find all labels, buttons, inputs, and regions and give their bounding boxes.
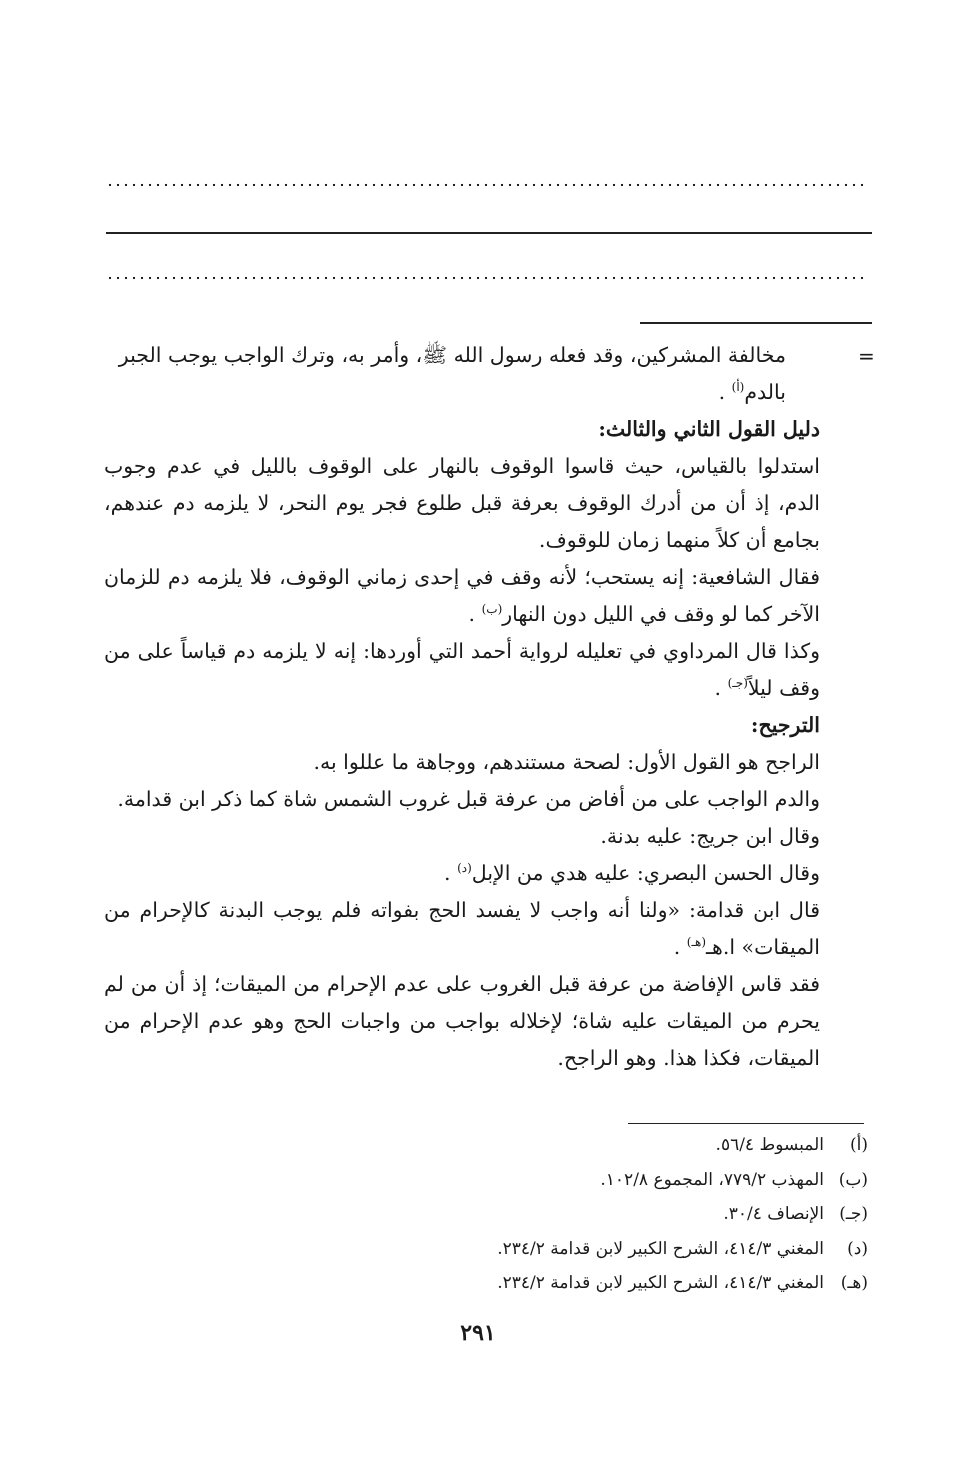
footnote-ref: (ب) xyxy=(481,602,503,617)
paragraph: وقال ابن جريج: عليه بدنة. xyxy=(600,824,820,848)
header-dotted-line-bottom xyxy=(106,271,866,285)
paragraph: الراجح هو القول الأول: لصحة مستندهم، ووجاهة ما عللوا به. xyxy=(313,750,820,774)
continued-line-1: مخالفة المشركين، وقد فعله رسول الله ﷺ، وأمر به، وترك الواجب يوجب الجبر xyxy=(118,343,786,367)
header-rule xyxy=(106,232,872,234)
footnote-ref: (هـ) xyxy=(686,935,707,950)
footnote: (أ) المبسوط ٥٦/٤. xyxy=(715,1135,868,1155)
header-dotted-line-top xyxy=(106,178,866,192)
paragraph: وقال الحسن البصري: عليه هدي من الإبل$^{(د)}$ . xyxy=(444,861,820,885)
page-number: ٢٩١ xyxy=(460,1320,496,1346)
paragraph: استدلوا بالقياس، حيث قاسوا الوقوف بالنهار على الوقوف بالليل في عدم وجوب الدم، إذ أن من أدرك الوقوف بعرفة قبل طلوع فجر يوم النحر، لا يلزمه دم عندهم، بجامع أن كلاً منهما زمان للوقوف. xyxy=(104,454,820,552)
footnotes xyxy=(168,1128,868,1301)
paragraph: وكذا قال المرداوي في تعليله لرواية أحمد التي أوردها: إنه لا يلزمه دم قياساً على من وقف ليلاً$^{(جـ)}$ . xyxy=(104,639,820,700)
footnote: (جـ) الإنصاف ٣٠/٤. xyxy=(723,1204,868,1224)
paragraph: فقد قاس الإفاضة من عرفة قبل الغروب على عدم الإحرام من الميقات؛ إذ أن من لم يحرم من الميقات عليه شاة؛ لإخلاله بواجب من واجبات الحج وهو عدم الإحرام من الميقات، فكذا هذا. وهو الراجح. xyxy=(104,972,820,1070)
paragraph: والدم الواجب على من أفاض من عرفة قبل غروب الشمس شاة كما ذكر ابن قدامة. xyxy=(117,787,820,811)
footnote-ref: (جـ) xyxy=(727,676,748,691)
footnote: (د) المغني ٤١٤/٣، الشرح الكبير لابن قدامة ٢٣٤/٢. xyxy=(497,1238,868,1259)
footnote: (هـ) المغني ٤١٤/٣، الشرح الكبير لابن قدامة ٢٣٤/٢. xyxy=(497,1273,868,1293)
continuation-marker: = xyxy=(858,344,875,368)
footnote-ref: (د) xyxy=(457,861,472,876)
section-heading-second-third: دليل القول الثاني والثالث: xyxy=(598,417,820,441)
continued-line-2: بالدم$^{(أ)}$ . xyxy=(718,380,786,404)
paragraph: فقال الشافعية: إنه يستحب؛ لأنه وقف في إحدى زماني الوقوف، فلا يلزمه دم للزمان الآخر كما لو وقف في الليل دون النهار$^{(ب)}$ . xyxy=(104,565,820,626)
footnote-separator xyxy=(628,1123,864,1124)
paragraph: قال ابن قدامة: «ولنا أنه واجب لا يفسد الحج بفواته فلم يوجب البدنة كالإحرام من الميقات» ا.هـ$^{(هـ)}$ . xyxy=(104,898,820,959)
footnote: (ب) المهذب ٧٧٩/٢، المجموع ١٠٢/٨. xyxy=(600,1169,868,1190)
continued-paragraph xyxy=(104,337,820,411)
body-text xyxy=(104,337,820,1077)
header-short-rule xyxy=(640,322,872,324)
footnote-ref: (أ) xyxy=(731,380,745,395)
section-heading-tarjih: الترجيح: xyxy=(750,713,820,737)
